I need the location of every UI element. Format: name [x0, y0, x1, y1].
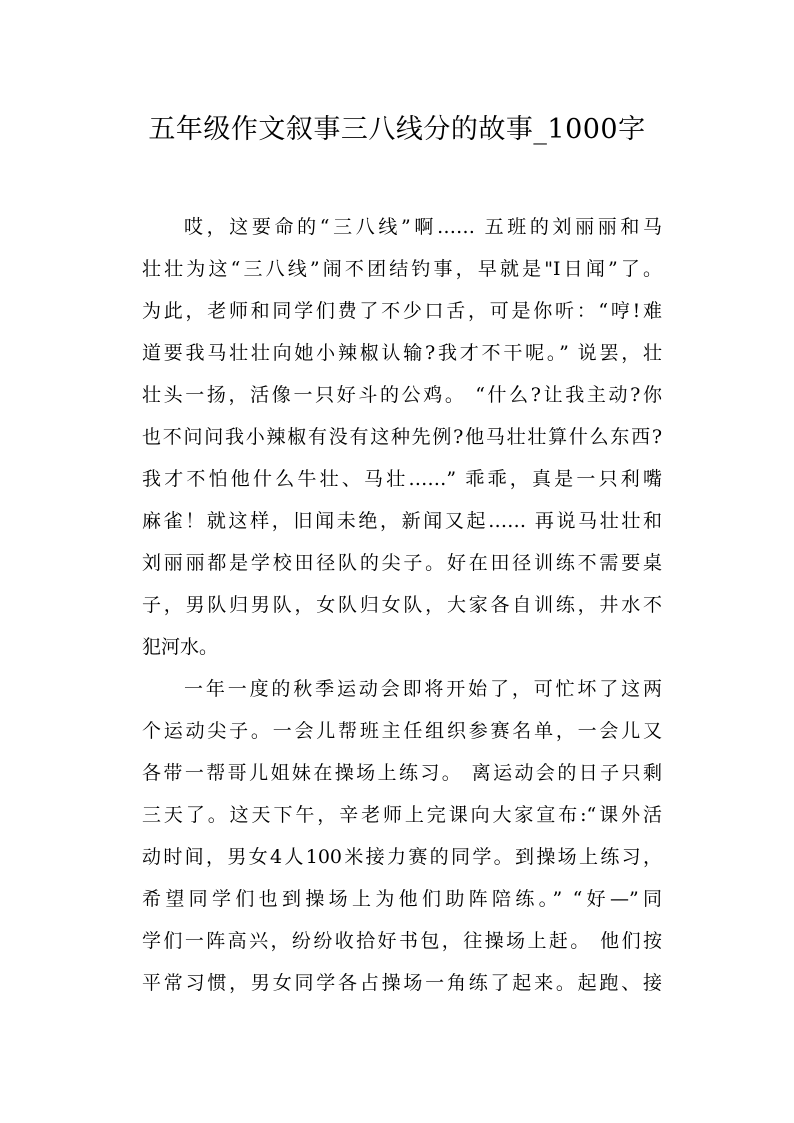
paragraph-line: 哎，这要命的“三八线”啊…… 五班的刘丽丽和马	[184, 216, 662, 238]
paragraph-line: 平常习惯，男女同学各占操场一角练了起来。起跑、接	[142, 972, 662, 994]
paragraph-line: 麻雀！就这样，旧闻未绝，新闻又起…… 再说马壮壮和	[142, 510, 662, 532]
paragraph-line: 子，男队归男队，女队归女队，大家各自训练，井水不	[142, 594, 662, 616]
paragraph-line: 动时间，男女4人100米接力赛的同学。到操场上练习，	[142, 846, 662, 868]
paragraph-2	[142, 668, 662, 1004]
paragraph-line: 道要我马壮壮向她小辣椒认输?我才不干呢。” 说罢，壮	[142, 342, 662, 364]
paragraph-line: 犯河水。	[142, 636, 219, 658]
paragraph-line: 一年一度的秋季运动会即将开始了，可忙坏了这两	[184, 678, 662, 700]
paragraph-line: 三天了。这天下午，辛老师上完课向大家宣布:“课外活	[142, 804, 662, 826]
document-title: 五年级作文叙事三八线分的故事_1000字	[148, 114, 646, 145]
document-body	[142, 206, 662, 1004]
paragraph-line: 壮壮为这“三八线”闹不团结钓事，早就是"I日闻”了。	[142, 258, 662, 280]
paragraph-line: 为此，老师和同学们费了不少口舌，可是你听：“哼!难	[142, 300, 662, 322]
paragraph-line: 刘丽丽都是学校田径队的尖子。好在田径训练不需要桌	[142, 552, 662, 574]
paragraph-line: 希望同学们也到操场上为他们助阵陪练。” “好—”同	[142, 888, 662, 910]
paragraph-line: 也不问问我小辣椒有没有这种先例?他马壮壮算什么东西?	[142, 426, 662, 448]
paragraph-1	[142, 206, 662, 668]
paragraph-line: 我才不怕他什么牛壮、马壮……” 乖乖，真是一只利嘴	[142, 468, 662, 490]
paragraph-line: 各带一帮哥儿姐妹在操场上练习。 离运动会的日子只剩	[142, 762, 662, 784]
paragraph-line: 个运动尖子。一会儿帮班主任组织参赛名单，一会儿又	[142, 720, 662, 742]
paragraph-line: 学们一阵高兴，纷纷收拾好书包，往操场上赶。 他们按	[142, 930, 662, 952]
paragraph-line: 壮头一扬，活像一只好斗的公鸡。 “什么?让我主动?你	[142, 384, 662, 406]
